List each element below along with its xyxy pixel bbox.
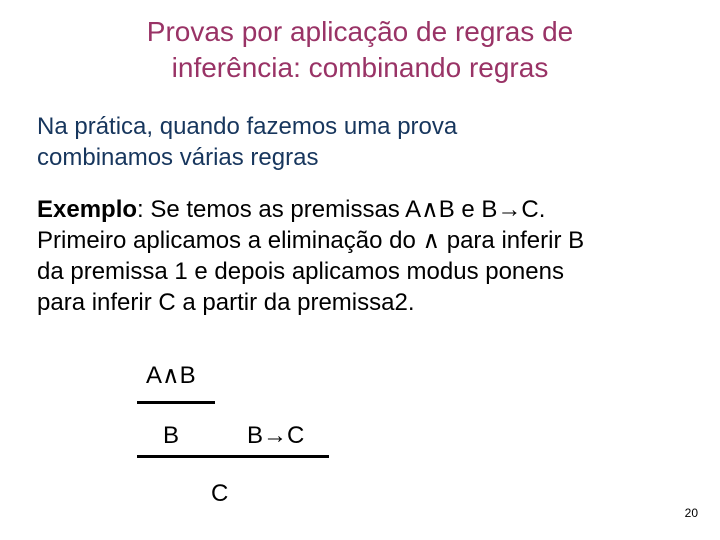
proof-conclusion: C — [211, 480, 229, 507]
title-line-1: Provas por aplicação de regras de — [146, 16, 574, 47]
proof-derived-b: B — [163, 422, 180, 449]
proof-premise-1: A∧B — [146, 362, 196, 389]
intro-paragraph — [37, 111, 457, 173]
example-line-1 — [37, 194, 584, 225]
example-paragraph — [37, 194, 584, 318]
example-line-1-text: : Se temos as premissas A∧B e B→C. — [137, 196, 546, 223]
intro-line-2: combinamos várias regras — [37, 144, 319, 171]
page-number: 20 — [684, 506, 698, 520]
title-line-2: inferência: combinando regras — [171, 52, 549, 83]
intro-line-1: Na prática, quando fazemos uma prova — [37, 113, 458, 140]
example-line-3: da premissa 1 e depois aplicamos modus ponens — [37, 258, 564, 285]
example-line-4: para inferir C a partir da premissa2. — [37, 289, 415, 316]
proof-rule-line-2 — [137, 455, 329, 458]
example-label: Exemplo — [37, 196, 138, 223]
proof-premise-2: B→C — [247, 422, 305, 449]
example-line-2: Primeiro aplicamos a eliminação do ∧ para inferir B — [37, 227, 585, 254]
slide-title — [0, 14, 720, 86]
proof-rule-line-1 — [137, 401, 215, 404]
